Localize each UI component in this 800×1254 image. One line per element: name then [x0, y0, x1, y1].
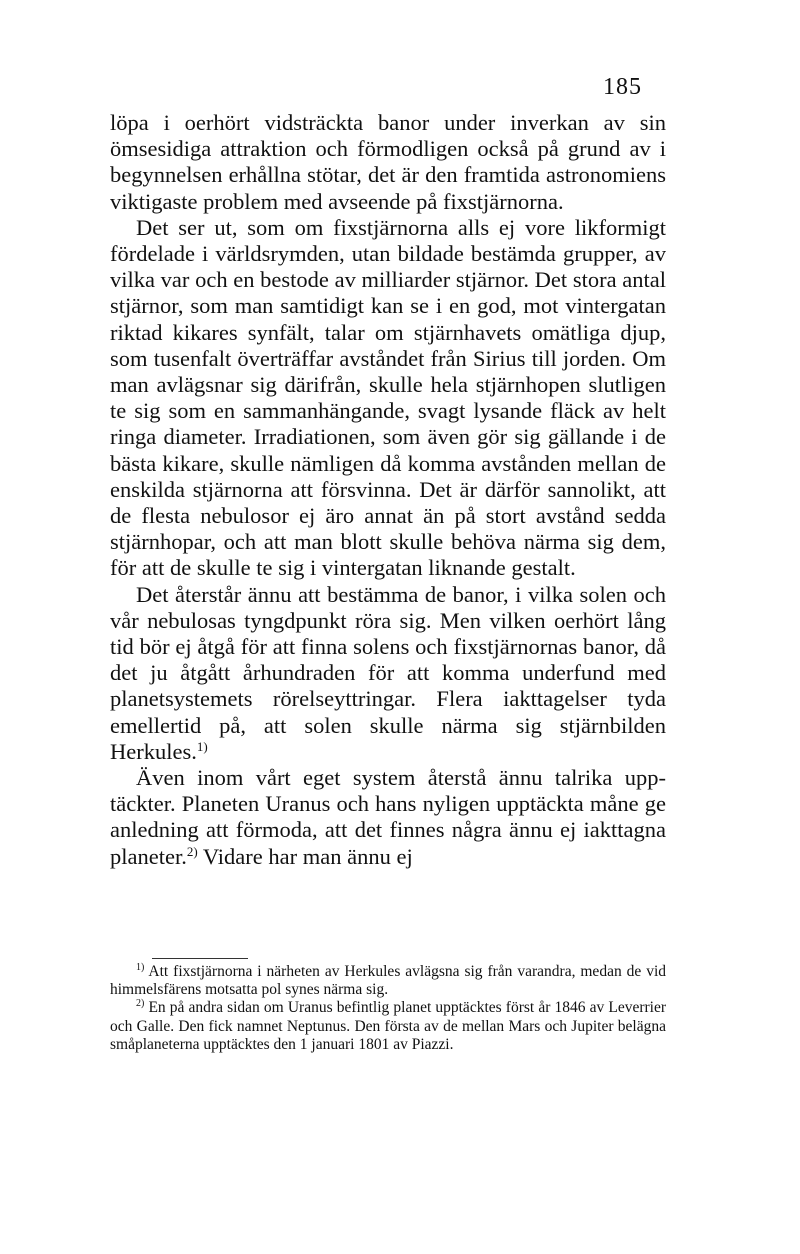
footnotes [110, 963, 666, 1054]
footnote-1-text: Att fixstjärnorna i närheten av Herkules avlägsna sig från varandra, medan de vid himmelsfärens motsatta pol synes närma sig. [110, 963, 666, 999]
paragraph-3 [110, 582, 666, 765]
footnote-divider [152, 958, 248, 959]
footnote-2-marker: 2) [136, 998, 145, 1010]
paragraph-4-continuation: Vidare har man ännu ej [197, 843, 413, 869]
paragraph-4-text: Även inom vårt eget system återstå ännu talrika upptäckter. Planeten Uranus och hans nyligen upptäckta måne ge anledning att förmoda, att det finnes några ännu ej iakttagna planeter. [110, 765, 666, 869]
paragraph-3-text: Det återstår ännu att bestämma de banor, i vilka solen och vår nebulosas tyngdpunkt röra sig. Men vilken oerhört lång tid bör ej åtgå för att finna solens och fixstjärnornas banor, då det ju åtgått århundraden för att komma underfund med planetsystemets rörelseyttringar. Flera iakttagelser tyda emellertid på, att solen skulle närma sig stjärnbilden Herkules. [110, 581, 666, 764]
paragraph-2: Det ser ut, som om fixstjärnorna alls ej vore likformigt fördelade i världsrymden, utan bildade bestämda grupper, av vilka var och en bestode av milliarder stjärnor. Det stora antal stjärnor, som man samtidigt kan se i en god, mot vintergatan riktad kikares synfält, talar om stjärnhavets omätliga djup, som tusenfalt överträffar avståndet från Sirius till jorden. Om man avlägsnar sig därifrån, skulle hela stjärnhopen slutligen te sig som en sammanhängande, svagt lysande fläck av helt ringa diameter. Irradiationen, som även gör sig gällande i de bästa kikare, skulle nämligen då komma avstånden mellan de enskilda stjärnorna att försvinna. Det är därför sannolikt, att de flesta nebulosor ej äro annat än på stort avstånd sedda stjärnhopar, och att man blott skulle behöva närma sig dem, för att de skulle te sig i vintergatan liknande gestalt. [110, 214, 666, 581]
footnote-2-text: En på andra sidan om Uranus befintlig planet upptäcktes först år 1846 av Leverrier och Galle. Den fick namnet Neptunus. Den första av de mellan Mars och Jupiter belägna småplaneterna upptäcktes den 1 januari 1801 av Piazzi. [110, 999, 666, 1053]
paragraph-4 [110, 765, 666, 870]
footnote-ref-1[interactable]: 1) [196, 738, 208, 754]
paragraph-1: löpa i oerhört vidsträckta banor under inverkan av sin ömsesidiga attraktion och förmodligen också på grund av i begynnelsen erhållna stötar, det är den framtida astronomiens viktigaste problem med avseende på fixstjärnorna. [110, 110, 666, 214]
footnote-1-marker: 1) [136, 962, 145, 973]
footnote-1 [110, 963, 666, 999]
footnote-2 [110, 999, 666, 1054]
footnote-ref-2[interactable]: 2) [186, 843, 198, 859]
page-number: 185 [603, 74, 642, 100]
body-text [110, 110, 666, 870]
